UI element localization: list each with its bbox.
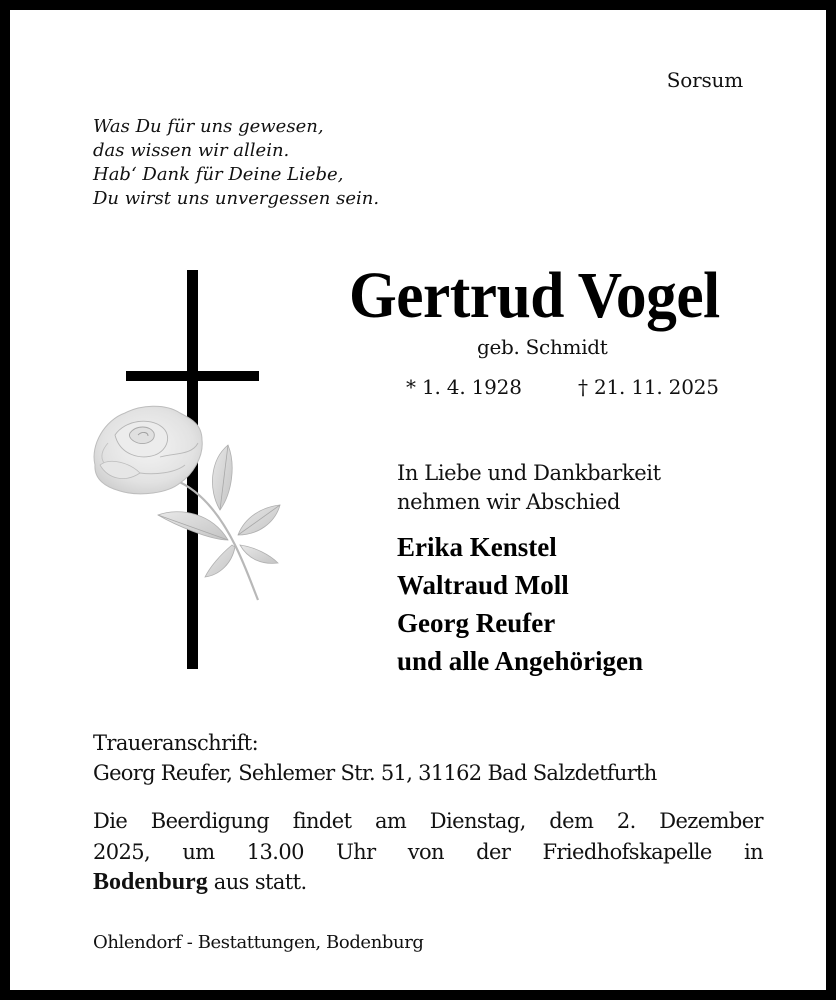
mourner-name: und alle Angehörigen — [397, 646, 644, 676]
cross-bar — [126, 371, 259, 381]
funeral-line — [93, 867, 763, 898]
poem-line: Du wirst uns unvergessen sein. — [93, 188, 380, 209]
funeral-line: 2025, um 13.00 Uhr von der Friedhofskapelle in — [93, 839, 763, 864]
poem-line: das wissen wir allein. — [93, 140, 290, 161]
rose-icon — [80, 395, 290, 605]
undertaker: Ohlendorf - Bestattungen, Bodenburg — [93, 932, 424, 953]
mourning-address: Georg Reufer, Sehlemer Str. 51, 31162 Bad Salzdetfurth — [93, 761, 657, 785]
death-date: † 21. 11. 2025 — [578, 375, 719, 399]
birth-date: * 1. 4. 1928 — [406, 375, 522, 399]
poem-line: Was Du für uns gewesen, — [93, 116, 324, 137]
farewell-line: In Liebe und Dankbarkeit — [397, 461, 661, 485]
funeral-line: Die Beerdigung findet am Dienstag, dem 2. Dezember — [93, 809, 763, 833]
deceased-name: Gertrud Vogel — [349, 259, 720, 332]
poem-line: Hab‘ Dank für Deine Liebe, — [93, 164, 344, 185]
funeral-details — [93, 806, 763, 898]
mourners-list — [397, 528, 643, 680]
mourning-address-label: Traueranschrift: — [93, 731, 259, 755]
funeral-location: Bodenburg — [93, 869, 208, 895]
place-name: Sorsum — [666, 68, 743, 92]
deceased-birth-name: geb. Schmidt — [477, 335, 608, 359]
farewell-line: nehmen wir Abschied — [397, 490, 621, 514]
farewell-text — [397, 459, 661, 517]
funeral-line-rest: aus statt. — [207, 870, 307, 894]
mourner-name: Georg Reufer — [397, 608, 556, 638]
mourner-name: Waltraud Moll — [397, 570, 569, 600]
mourner-name: Erika Kenstel — [397, 532, 557, 562]
memorial-poem — [93, 115, 379, 211]
